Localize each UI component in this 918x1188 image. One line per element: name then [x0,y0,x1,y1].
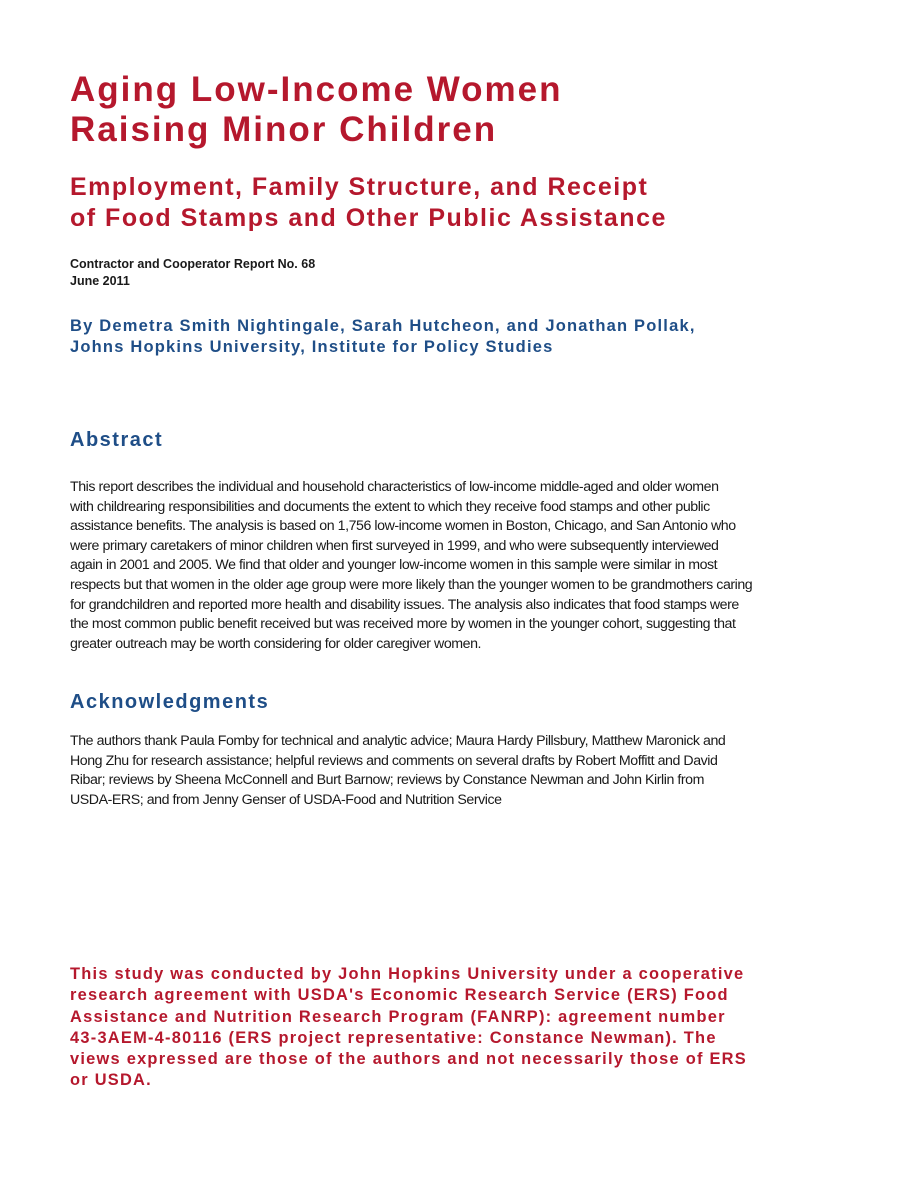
report-subtitle [70,172,870,234]
acknowledgments-heading: Acknowledgments [70,691,270,713]
disclaimer-line: or USDA. [70,1071,152,1090]
author-affiliation: Johns Hopkins University, Institute for Policy Studies [70,338,554,356]
report-subtitle-line-1: Employment, Family Structure, and Receipt [70,173,649,201]
abstract-text [70,478,850,654]
disclaimer-line: views expressed are those of the authors and not necessarily those of ERS [70,1050,747,1069]
funding-disclaimer [70,964,870,1092]
report-title [70,70,850,150]
abstract-line: assistance benefits. The analysis is based on 1,756 low-income women in Boston, Chicago, and San Antonio who [70,518,736,535]
disclaimer-line: Assistance and Nutrition Research Program (FANRP): agreement number [70,1007,726,1026]
disclaimer-line: This study was conducted by John Hopkins University under a cooperative [70,965,745,983]
abstract-line: were primary caretakers of minor children when first surveyed in 1999, and who were subsequently interviewed [70,537,719,554]
disclaimer-line: research agreement with USDA's Economic Research Service (ERS) Food [70,986,729,1005]
acknowledgments-line: Hong Zhu for research assistance; helpful reviews and comments on several drafts by Robert Moffitt and David [70,752,718,769]
abstract-heading: Abstract [70,429,164,451]
author-byline [70,316,870,358]
acknowledgments-line: Ribar; reviews by Sheena McConnell and Burt Barnow; reviews by Constance Newman and John Kirlin from [70,772,704,789]
report-title-line-2: Raising Minor Children [70,110,498,149]
disclaimer-line: 43-3AEM-4-80116 (ERS project representative: Constance Newman). The [70,1028,717,1047]
abstract-line: This report describes the individual and household characteristics of low-income middle-aged and older women [70,479,719,495]
abstract-line: again in 2001 and 2005. We find that older and younger low-income women in this sample were similar in most [70,557,718,574]
abstract-line: respects but that women in the older age group were more likely than the younger women to be grandmothers caring [70,576,753,593]
report-info [70,256,315,290]
abstract-line: for grandchildren and reported more health and disability issues. The analysis also indicates that food stamps were [70,596,739,613]
acknowledgments-text [70,732,850,810]
abstract-line: greater outreach may be worth considering for older caregiver women. [70,635,482,652]
report-subtitle-line-2: of Food Stamps and Other Public Assistance [70,204,667,232]
abstract-line: the most common public benefit received but was received more by women in the younger cohort, suggesting that [70,616,736,633]
author-names: By Demetra Smith Nightingale, Sarah Hutcheon, and Jonathan Pollak, [70,317,696,335]
report-date: June 2011 [70,274,130,288]
acknowledgments-line: USDA-ERS; and from Jenny Genser of USDA-Food and Nutrition Service [70,791,502,808]
abstract-line: with childrearing responsibilities and documents the extent to which they receive food stamps and other public [70,498,710,515]
report-title-line-1: Aging Low-Income Women [70,70,563,109]
report-number: Contractor and Cooperator Report No. 68 [70,257,316,271]
acknowledgments-line: The authors thank Paula Fomby for technical and analytic advice; Maura Hardy Pillsbury, Matthew Maronick and [70,733,726,749]
